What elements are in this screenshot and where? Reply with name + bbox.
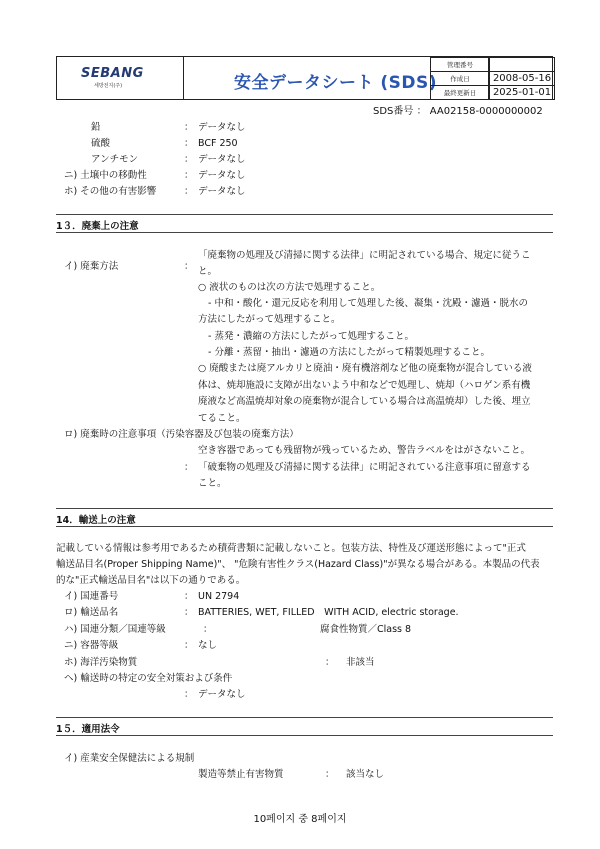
list-item-colon: ：: [184, 170, 194, 181]
company-logo-subtitle: 세방전지(주): [94, 83, 123, 89]
transport-item-label: ホ) 海洋汚染物質: [64, 657, 138, 668]
disposal-precautions-line: こと。: [198, 478, 227, 489]
list-item-colon: ：: [184, 186, 194, 197]
transport-item-value: UN 2794: [198, 591, 240, 602]
transport-item-label: イ) 国連番号: [64, 591, 119, 602]
section-divider: [56, 232, 553, 233]
disposal-line: 方法にしたがって処理すること。: [198, 314, 341, 325]
transport-item-colon: ：: [184, 689, 194, 700]
transport-item-colon: ：: [184, 591, 194, 602]
transport-item-label: ハ) 国連分類／国連等級: [64, 624, 166, 635]
meta-label: 管理番号: [431, 58, 490, 72]
meta-value: 2025-01-01: [490, 86, 555, 100]
transport-item-label: ヘ) 輸送時の特定の安全対策および条件: [64, 673, 233, 684]
disposal-method-colon: ：: [184, 261, 194, 272]
regulation-sub-label: 製造等禁止有害物質: [198, 769, 284, 780]
disposal-line: - 蒸発・濃縮の方法にしたがって処理すること。: [208, 331, 414, 342]
disposal-precautions-line: 「破棄物の処理及び清掃に関する法律」に明記されている注意事項に留意する: [198, 462, 531, 473]
list-item-label: 鉛: [91, 122, 101, 133]
list-item-value: データなし: [198, 154, 246, 165]
section-15-heading: 1５．適用法令: [56, 724, 120, 735]
transport-intro-line: 的な"正式輸送品目名"は以下の通りである。: [56, 575, 246, 586]
meta-label: 作成日: [431, 72, 490, 86]
meta-row: [431, 86, 555, 100]
disposal-precautions-line: 空き容器であっても残留物が残っているため、警告ラベルをはがさないこと。: [198, 445, 531, 456]
disposal-line: 廃液など高温焼却対象の廃棄物が混合している場合は高温焼却）した後、埋立: [198, 396, 531, 407]
list-item-value: データなし: [198, 122, 246, 133]
transport-intro-line: 記載している情報は参考用であるため積荷書類に記載しないこと。包装方法、特性及び運送形態によって"正式: [56, 543, 526, 554]
transport-item-colon: ：: [184, 607, 194, 618]
meta-label: 最終更新日: [431, 86, 490, 100]
logo-cell: [57, 57, 184, 99]
sds-number: SDS番号 ： AA02158-0000000002: [373, 106, 543, 117]
section-divider: [56, 526, 553, 527]
regulation-sub-colon: ：: [325, 769, 335, 780]
regulation-label: イ) 産業安全保健法による規制: [64, 753, 195, 764]
disposal-line: 体は、焼却施設に支障が出ないよう中和などで処理し、焼却（ハロゲン系有機: [198, 380, 531, 391]
section-13-heading: 1３．廃棄上の注意: [56, 221, 139, 232]
disposal-line: - 分離・蒸留・抽出・濾過の方法にしたがって精製処理すること。: [208, 347, 490, 358]
list-item-label: ニ) 土壌中の移動性: [64, 170, 147, 181]
meta-value: 2008-05-16: [490, 72, 555, 86]
meta-value: [490, 58, 555, 72]
transport-item-value: 非該当: [346, 657, 375, 668]
list-item-colon: ：: [184, 138, 194, 149]
disposal-line: ○ 廃酸または廃アルカリと廃油・廃有機溶剤など他の廃棄物が混合している液: [198, 363, 532, 374]
disposal-precautions-label: ロ) 廃棄時の注意事項（汚染容器及び包装の廃棄方法）: [64, 429, 299, 440]
transport-item-colon: ：: [203, 624, 213, 635]
list-item-value: BCF 250: [198, 138, 238, 149]
transport-intro-line: 輸送品目名(Proper Shipping Name)"、 "危険有害性クラス(Hazard Class)"が異なる場合がある。本製品の代表: [56, 559, 540, 570]
disposal-line: - 中和・酸化・還元反応を利用して処理した後、凝集・沈殿・濾過・脱水の: [208, 298, 528, 309]
document-meta-table: [430, 57, 555, 100]
list-item-colon: ：: [184, 122, 194, 133]
list-item-value: データなし: [198, 170, 246, 181]
section-divider: [56, 214, 553, 215]
page-title: 安全データシート (SDS): [233, 73, 438, 93]
disposal-method-label: イ) 廃棄方法: [64, 261, 119, 272]
regulation-sub-value: 該当なし: [346, 769, 385, 780]
section-divider: [56, 735, 553, 736]
section-divider: [56, 717, 553, 718]
transport-item-value: 腐食性物質／Class 8: [320, 624, 412, 635]
transport-item-label: ロ) 輸送品名: [64, 607, 119, 618]
page-number: 10페이지 중 8페이지: [253, 814, 347, 825]
disposal-line: てること。: [198, 413, 246, 424]
meta-row: [431, 58, 555, 72]
transport-item-colon: ：: [325, 657, 335, 668]
transport-item-value: BATTERIES, WET, FILLED WITH ACID, electric storage.: [198, 607, 459, 618]
list-item-value: データなし: [198, 186, 246, 197]
list-item-label: 硫酸: [91, 138, 111, 149]
transport-item-label: ニ) 容器等級: [64, 640, 119, 651]
disposal-precautions-colon: ：: [184, 462, 194, 473]
meta-row: [431, 72, 555, 86]
section-divider: [56, 508, 553, 509]
list-item-colon: ：: [184, 154, 194, 165]
transport-item-value: なし: [198, 640, 218, 651]
transport-item-value: データなし: [198, 689, 246, 700]
transport-item-colon: ：: [184, 640, 194, 651]
list-item-label: ホ) その他の有害影響: [64, 186, 157, 197]
disposal-line: ○ 液状のものは次の方法で処理すること。: [198, 282, 381, 293]
company-logo: SEBANG: [81, 66, 144, 81]
section-14-heading: 14．輸送上の注意: [56, 515, 136, 526]
list-item-label: アンチモン: [91, 154, 139, 165]
disposal-line: と。: [198, 266, 218, 277]
disposal-line: 「廃棄物の処理及び清掃に関する法律」に明記されている場合、規定に従うこ: [198, 250, 531, 261]
